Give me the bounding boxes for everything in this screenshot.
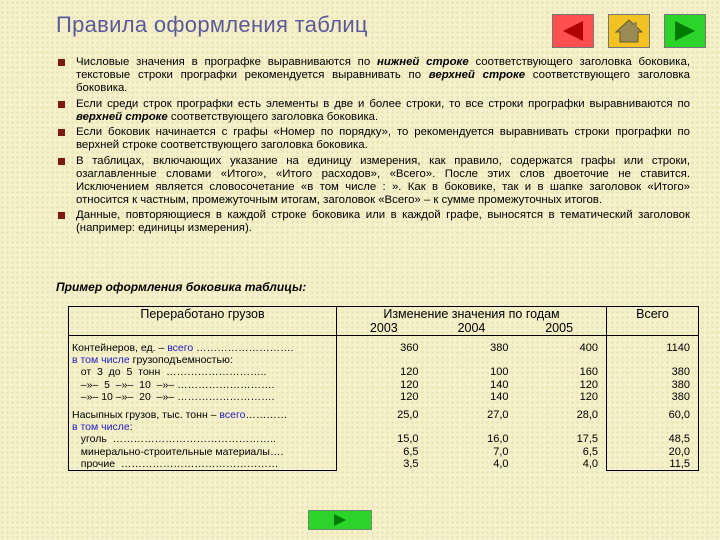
stub-cell bbox=[69, 336, 337, 404]
value-cell bbox=[427, 403, 517, 471]
value-cell bbox=[607, 403, 699, 471]
rule-text: соответствующего заголовка боковика. bbox=[76, 69, 690, 94]
value bbox=[340, 354, 419, 366]
value: 16,0 bbox=[487, 433, 509, 446]
stub-text: от 3 до 5 тонн ……………………….. bbox=[72, 366, 267, 379]
year-headers bbox=[340, 321, 603, 335]
stub-text: уголь ……………………………………….. bbox=[72, 433, 276, 446]
value-cell bbox=[427, 336, 517, 404]
value: 160 bbox=[579, 366, 598, 379]
value: 4,0 bbox=[582, 457, 598, 470]
page-title: Правила оформления таблиц bbox=[56, 12, 368, 37]
stub-line bbox=[72, 421, 333, 433]
value: 6,5 bbox=[582, 445, 598, 458]
value-cell bbox=[607, 336, 699, 404]
value: 400 bbox=[579, 342, 598, 354]
value: 380 bbox=[490, 342, 509, 354]
year-header: 2004 bbox=[457, 321, 486, 335]
emphasis: верхней строке bbox=[428, 69, 526, 81]
rule-item bbox=[58, 126, 690, 152]
bullet-square-icon bbox=[58, 158, 65, 165]
year-header: 2003 bbox=[369, 321, 398, 335]
value: 25,0 bbox=[397, 409, 419, 422]
home-button[interactable] bbox=[608, 14, 650, 48]
value: 1140 bbox=[666, 342, 690, 354]
example-title: Пример оформления боковика таблицы: bbox=[56, 280, 307, 294]
value: 100 bbox=[490, 366, 509, 379]
value: 120 bbox=[579, 378, 598, 391]
value: 140 bbox=[490, 390, 509, 403]
rule-text: В таблицах, включающих указание на единицу измерения, как правило, содержатся графы или строки, озаглавленные словами «Итого», «Итого расходов», «Всего». После этих слов двоеточие не ставится. Исключением является словосочетание «в том числе : ». Как в боковике, так и в шапке заголовок «Итого» относится к частным, промежуточным итогам, заголовок «Всего» – к сумме промежуточных итогов. bbox=[76, 154, 690, 206]
value: 360 bbox=[400, 342, 419, 354]
change-header: Изменение значения по годам bbox=[337, 307, 607, 322]
arrow-right-icon bbox=[332, 513, 348, 527]
value bbox=[340, 421, 419, 433]
stub-text: Контейнеров, ед. – bbox=[72, 342, 168, 354]
stub-text: : bbox=[129, 421, 133, 434]
value bbox=[610, 421, 690, 433]
stub-text: минерально-строительные материалы…. bbox=[72, 445, 284, 458]
stub-cell bbox=[69, 403, 337, 471]
stub-text: –»– 5 –»– 10 –»– ………………………. bbox=[72, 378, 275, 391]
stub-text: ………………………. bbox=[193, 342, 294, 354]
stub-line bbox=[72, 391, 333, 403]
value: 380 bbox=[671, 378, 690, 391]
bullet-square-icon bbox=[58, 59, 65, 66]
value: 4,0 bbox=[493, 457, 509, 470]
bullet-square-icon bbox=[58, 212, 65, 219]
value-cell bbox=[517, 336, 607, 404]
value: 120 bbox=[400, 378, 419, 391]
home-icon bbox=[614, 18, 644, 44]
total-header: Всего bbox=[607, 307, 699, 336]
value: 20,0 bbox=[668, 445, 690, 458]
emphasis: нижней строке bbox=[376, 56, 469, 68]
rule-item bbox=[58, 209, 690, 235]
stub-text: грузоподъемностью: bbox=[129, 354, 233, 367]
year-header: 2005 bbox=[545, 321, 574, 335]
bullet-square-icon bbox=[58, 129, 65, 136]
bullet-square-icon bbox=[58, 101, 65, 108]
value: 15,0 bbox=[397, 433, 419, 446]
stub-text: ………… bbox=[245, 409, 288, 422]
rules-list bbox=[58, 56, 690, 238]
stub-line bbox=[72, 446, 333, 458]
stub-line bbox=[72, 354, 333, 366]
value: 27,0 bbox=[487, 409, 509, 422]
arrow-right-icon bbox=[671, 19, 699, 43]
arrow-left-icon bbox=[559, 19, 587, 43]
value: 17,5 bbox=[576, 433, 598, 446]
value: 380 bbox=[671, 390, 690, 403]
stub-line bbox=[72, 458, 333, 470]
value-cell bbox=[517, 403, 607, 471]
value bbox=[610, 354, 690, 366]
value-cell bbox=[337, 403, 427, 471]
stub-text: всего bbox=[167, 342, 194, 354]
value: 120 bbox=[400, 390, 419, 403]
prev-slide-button[interactable] bbox=[552, 14, 594, 48]
value: 7,0 bbox=[493, 445, 509, 458]
rule-text: Числовые значения в прографке выравниваются по bbox=[76, 56, 377, 68]
stub-line bbox=[72, 409, 333, 421]
value: 3,5 bbox=[403, 457, 419, 470]
emphasis: верхней строке bbox=[76, 110, 168, 123]
value: 380 bbox=[671, 366, 690, 379]
value: 11,5 bbox=[669, 457, 690, 470]
rule-item bbox=[58, 98, 690, 124]
value bbox=[520, 354, 599, 366]
value: 48,5 bbox=[668, 433, 690, 446]
stub-text: в том числе bbox=[72, 421, 130, 434]
value bbox=[520, 421, 599, 433]
rule-text: Данные, повторяющиеся в каждой строке боковика или в каждой графе, выносятся в тематический заголовок (например: единицы измерения). bbox=[76, 209, 690, 234]
rule-item bbox=[58, 155, 690, 207]
value: 6,5 bbox=[403, 445, 419, 458]
bottom-next-button[interactable] bbox=[308, 510, 372, 530]
value: 28,0 bbox=[576, 409, 598, 422]
rule-text: Если среди строк прографки есть элементы в две и более строки, то все строки прографки выравниваются по bbox=[76, 97, 690, 110]
stub-text: –»– 10 –»– 20 –»– ………………………. bbox=[72, 390, 275, 403]
stub-line bbox=[72, 379, 333, 391]
rule-item bbox=[58, 56, 690, 95]
rule-text: соответствующего заголовка боковика. bbox=[167, 110, 379, 123]
stub-line bbox=[72, 342, 333, 354]
example-table bbox=[68, 306, 699, 471]
value: 140 bbox=[490, 378, 509, 391]
value bbox=[430, 421, 509, 433]
value-cell bbox=[337, 336, 427, 404]
rule-text: соответствующего заголовка боковика, текстовые строки прографки рекомендуется выравнивать по bbox=[76, 56, 690, 81]
rule-text: Если боковик начинается с графы «Номер по порядку», то рекомендуется выравнивать строки прографки по верхней строке соответствующего заголовка боковика. bbox=[76, 126, 690, 151]
stub-line bbox=[72, 433, 333, 445]
value: 120 bbox=[579, 390, 598, 403]
stub-line bbox=[72, 366, 333, 378]
stub-text: всего bbox=[219, 409, 246, 422]
stub-text: прочие ……………………………………… bbox=[72, 457, 279, 470]
value: 60,0 bbox=[668, 409, 690, 422]
next-slide-button[interactable] bbox=[664, 14, 706, 48]
value: 120 bbox=[400, 366, 419, 379]
stub-text: в том числе bbox=[72, 354, 130, 367]
stub-header: Переработано грузов bbox=[69, 307, 337, 336]
stub-text: Насыпных грузов, тыс. тонн – bbox=[72, 409, 220, 422]
value bbox=[430, 354, 509, 366]
